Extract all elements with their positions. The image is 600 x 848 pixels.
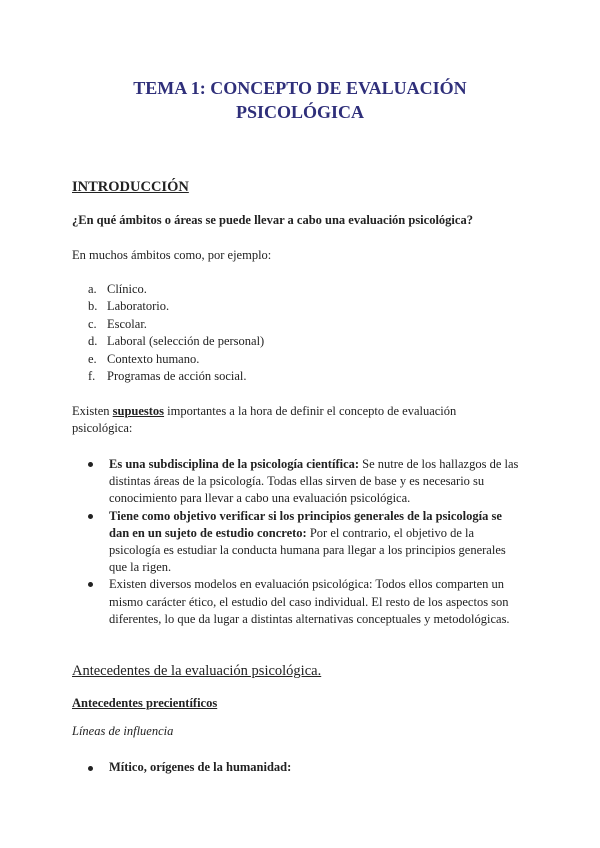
list-item (72, 351, 264, 368)
supuestos-keyword: supuestos (112, 404, 165, 418)
mitico-bullet-item (72, 760, 291, 775)
bullet-bold-lead: Es una subdisciplina de la psicología científica: (109, 457, 360, 471)
mitico-text: Mítico, orígenes de la humanidad: (109, 760, 292, 774)
intro-lead-paragraph: En muchos ámbitos como, por ejemplo: (72, 248, 272, 262)
title-line-2: PSICOLÓGICA (235, 102, 365, 122)
list-marker: d. (88, 334, 98, 349)
list-item-text: Contexto humano. (107, 351, 200, 366)
list-item-text: Laboratorio. (107, 299, 170, 314)
bullet-icon (88, 462, 93, 467)
bullet-icon (88, 766, 93, 771)
bullet-icon (88, 582, 93, 587)
list-item-text: Laboral (selección de personal) (107, 334, 265, 349)
list-item (72, 281, 264, 298)
list-item (72, 333, 264, 350)
areas-list (72, 281, 264, 385)
bullet-text: Por el contrario, el objetivo de la psicología es estudiar la conducta humana para llegar a los principios generales que la rigen. (109, 525, 506, 575)
lineas-influencia-label: Líneas de influencia (72, 724, 174, 738)
bullet-text: Se nutre de los hallazgos de las distintas áreas de la psicología. Todas ellas sirven de base y es necesario su conocimiento para llevar a cabo una evaluación psicológica. (109, 457, 519, 506)
antecedentes-heading: Antecedentes de la evaluación psicológica. (72, 663, 322, 679)
introduction-heading: INTRODUCCIÓN (72, 179, 189, 195)
list-item-text: Escolar. (107, 316, 147, 331)
bullet-item (72, 576, 522, 628)
bullet-item (72, 508, 522, 577)
list-item (72, 316, 264, 333)
supuestos-bullet-list (72, 456, 522, 628)
bullet-text: Existen diversos modelos en evaluación psicológica: Todos ellos comparten un mismo carácter ético, el estudio del caso individual. El resto de los aspectos son diferentes, lo que da lugar a distintas alternativas conceptuales y metodológicas. (109, 577, 510, 626)
antecedentes-subheading: Antecedentes precientíficos (72, 696, 218, 710)
bullet-bold-lead: Tiene como objetivo verificar si los principios generales de la psicología se dan en un sujeto de estudio concreto: (109, 508, 502, 540)
supuestos-paragraph (72, 403, 512, 437)
list-marker: a. (88, 282, 97, 296)
supuestos-post: importantes a la hora de definir el concepto de evaluación psicológica: (72, 404, 457, 435)
bullet-icon (88, 514, 93, 519)
list-marker: b. (88, 299, 98, 314)
list-item (72, 368, 264, 385)
list-marker: c. (88, 316, 97, 331)
bullet-item (72, 456, 522, 508)
supuestos-pre: Existen (72, 404, 113, 418)
list-marker: e. (88, 351, 97, 366)
intro-question: ¿En qué ámbitos o áreas se puede llevar a cabo una evaluación psicológica? (72, 213, 473, 227)
list-item-text: Programas de acción social. (107, 369, 247, 384)
list-item-text: Clínico. (107, 282, 147, 296)
list-marker: f. (88, 369, 96, 384)
list-item (72, 298, 264, 315)
title-line-1: TEMA 1: CONCEPTO DE EVALUACIÓN (133, 78, 467, 98)
